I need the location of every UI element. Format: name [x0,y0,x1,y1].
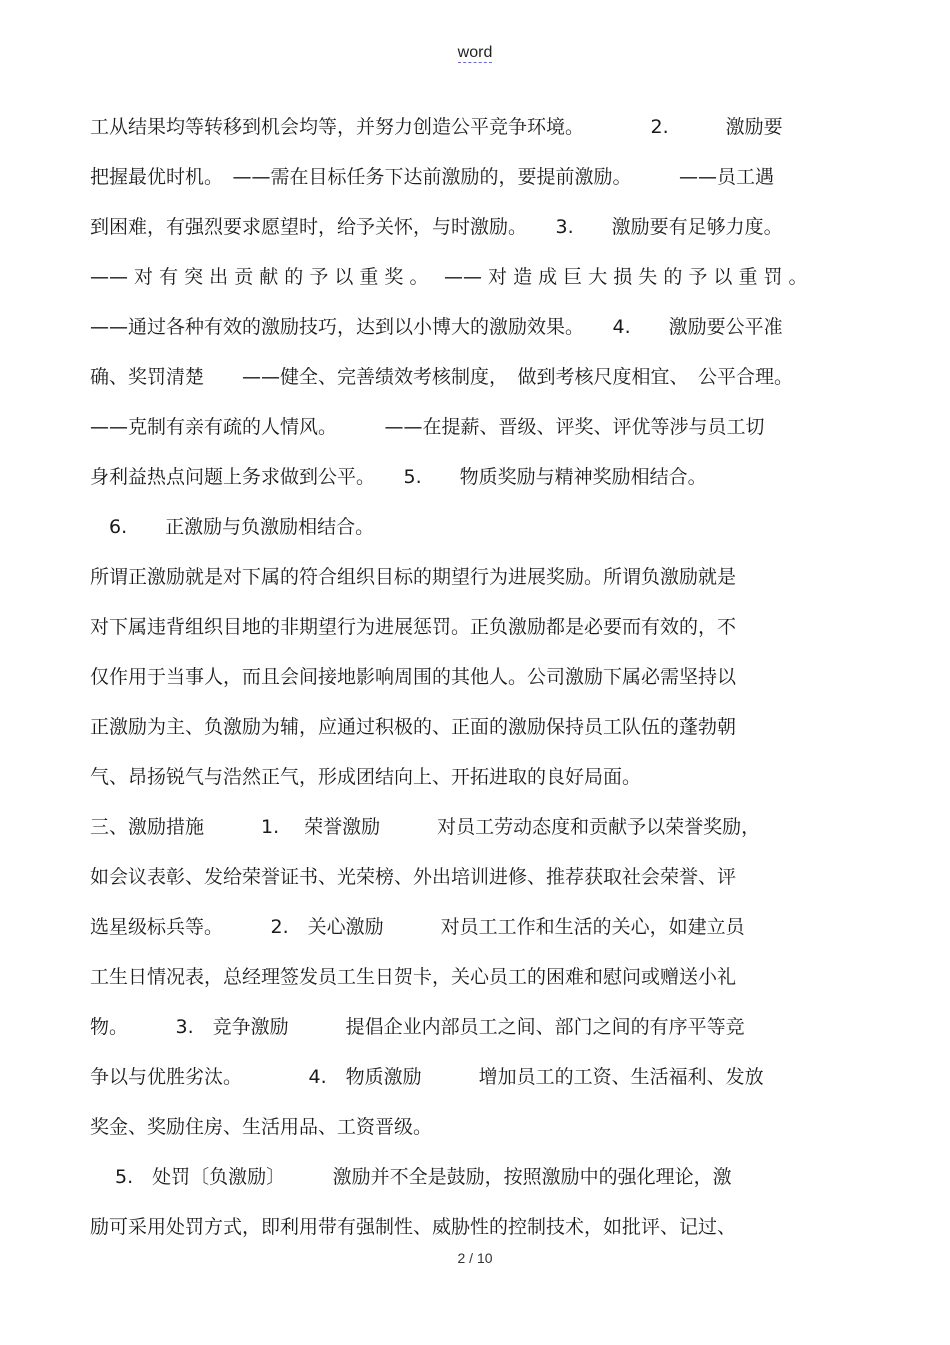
text-line: 仅作用于当事人，而且会间接地影响周围的其他人。公司激励下属必需坚持以 [90,666,737,688]
text-line: 确、奖罚清楚 ——健全、完善绩效考核制度， 做到考核尺度相宜、 公平合理。 [90,366,794,388]
text-line: 选星级标兵等。 2. 关心激励 对员工工作和生活的关心，如建立员 [90,916,745,938]
text-line: 6. 正激励与负激励相结合。 [90,516,375,538]
text-line: —— 对 有 突 出 贡 献 的 予 以 重 奖 。 —— 对 造 成 巨 大 损 失 的 予 以 重 罚 。 [90,266,808,288]
header-title: word [457,44,493,61]
text-line: 所谓正激励就是对下属的符合组织目标的期望行为进展奖励。所谓负激励就是 [90,566,737,588]
text-line: 身利益热点问题上务求做到公平。 5. 物质奖励与精神奖励相结合。 [90,466,707,488]
page-number: 2 / 10 [457,1250,493,1266]
text-line: 励可采用处罚方式，即利用带有强制性、威胁性的控制技术，如批评、记过、 [90,1216,737,1238]
text-line: 到困难，有强烈要求愿望时，给予关怀，与时激励。 3. 激励要有足够力度。 [90,216,783,238]
text-line: 工生日情况表，总经理签发员工生日贺卡，关心员工的困难和慰问或赠送小礼 [90,966,737,988]
text-line: 5. 处罚〔负激励〕 激励并不全是鼓励，按照激励中的强化理论，激 [90,1166,732,1188]
text-line: 工从结果均等转移到机会均等，并努力创造公平竞争环境。 2. 激励要 [90,116,783,138]
text-line: 三、激励措施 1. 荣誉激励 对员工劳动态度和贡献予以荣誉奖励， [90,816,761,838]
text-line: 争以与优胜劣汰。 4. 物质激励 增加员工的工资、生活福利、发放 [90,1066,764,1088]
document-header [0,44,950,62]
text-line: ——克制有亲有疏的人情风。 ——在提薪、晋级、评奖、评优等涉与员工切 [90,416,765,438]
text-line: 正激励为主、负激励为辅，应通过积极的、正面的激励保持员工队伍的蓬勃朝 [90,716,737,738]
text-line: 奖金、奖励住房、生活用品、工资晋级。 [90,1116,433,1138]
text-line: 把握最优时机。 ——需在目标任务下达前激励的，要提前激励。 ——员工遇 [90,166,775,188]
text-line: 气、昂扬锐气与浩然正气，形成团结向上、开拓进取的良好局面。 [90,766,642,788]
text-line: 对下属违背组织目地的非期望行为进展惩罚。正负激励都是必要而有效的，不 [90,616,737,638]
text-line: ——通过各种有效的激励技巧，达到以小博大的激励效果。 4. 激励要公平准 [90,316,783,338]
text-line: 物。 3. 竞争激励 提倡企业内部员工之间、部门之间的有序平等竞 [90,1016,745,1038]
text-line: 如会议表彰、发给荣誉证书、光荣榜、外出培训进修、推荐获取社会荣誉、评 [90,866,737,888]
